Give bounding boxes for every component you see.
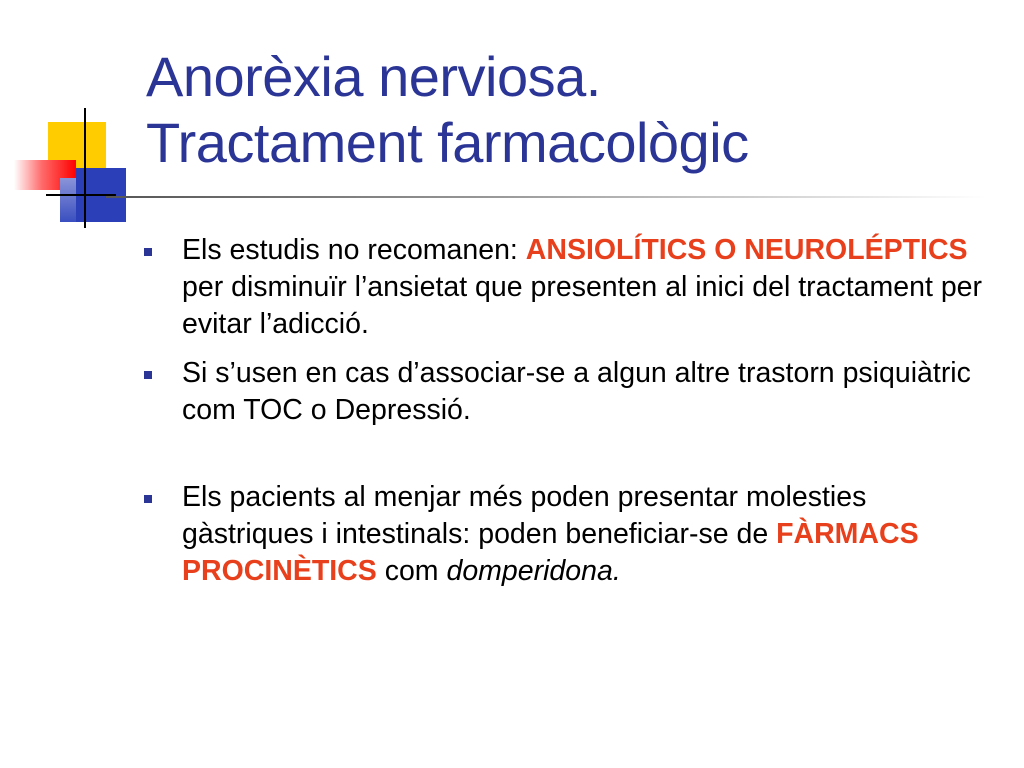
highlight-text: ANSIOLÍTICS O NEUROLÉPTICS bbox=[525, 234, 968, 266]
bullet-text: Els estudis no recomanen: bbox=[182, 234, 526, 266]
bullet-list bbox=[142, 232, 992, 590]
title-underline bbox=[106, 196, 986, 198]
bullet-text: com bbox=[376, 555, 447, 587]
square-bullet-icon bbox=[144, 495, 152, 503]
highlight-text: FÀRMACS PROCINÈTICS bbox=[182, 518, 919, 587]
bullet-text: per disminuïr l’ansietat que presenten al inici del tractament per evitar l’adicció. bbox=[182, 271, 983, 340]
bullet-item bbox=[142, 355, 992, 429]
bullet-text: Si s’usen en cas d’associar-se a algun altre trastorn psiquiàtric com TOC o Depressió. bbox=[182, 357, 971, 426]
bullet-item bbox=[142, 232, 992, 343]
square-bullet-icon bbox=[144, 248, 152, 256]
square-bullet-icon bbox=[144, 371, 152, 379]
bullet-item bbox=[142, 479, 992, 590]
bullet-text: Els pacients al menjar més poden presentar molesties gàstriques i intestinals: poden beneficiar-se de bbox=[182, 481, 867, 550]
slide-title bbox=[146, 44, 749, 176]
slide-title-line-1: Anorèxia nerviosa. bbox=[146, 45, 601, 108]
italic-text: domperidona. bbox=[446, 555, 621, 587]
logo-vertical-line bbox=[84, 108, 86, 228]
slide-title-line-2: Tractament farmacològic bbox=[146, 111, 749, 174]
